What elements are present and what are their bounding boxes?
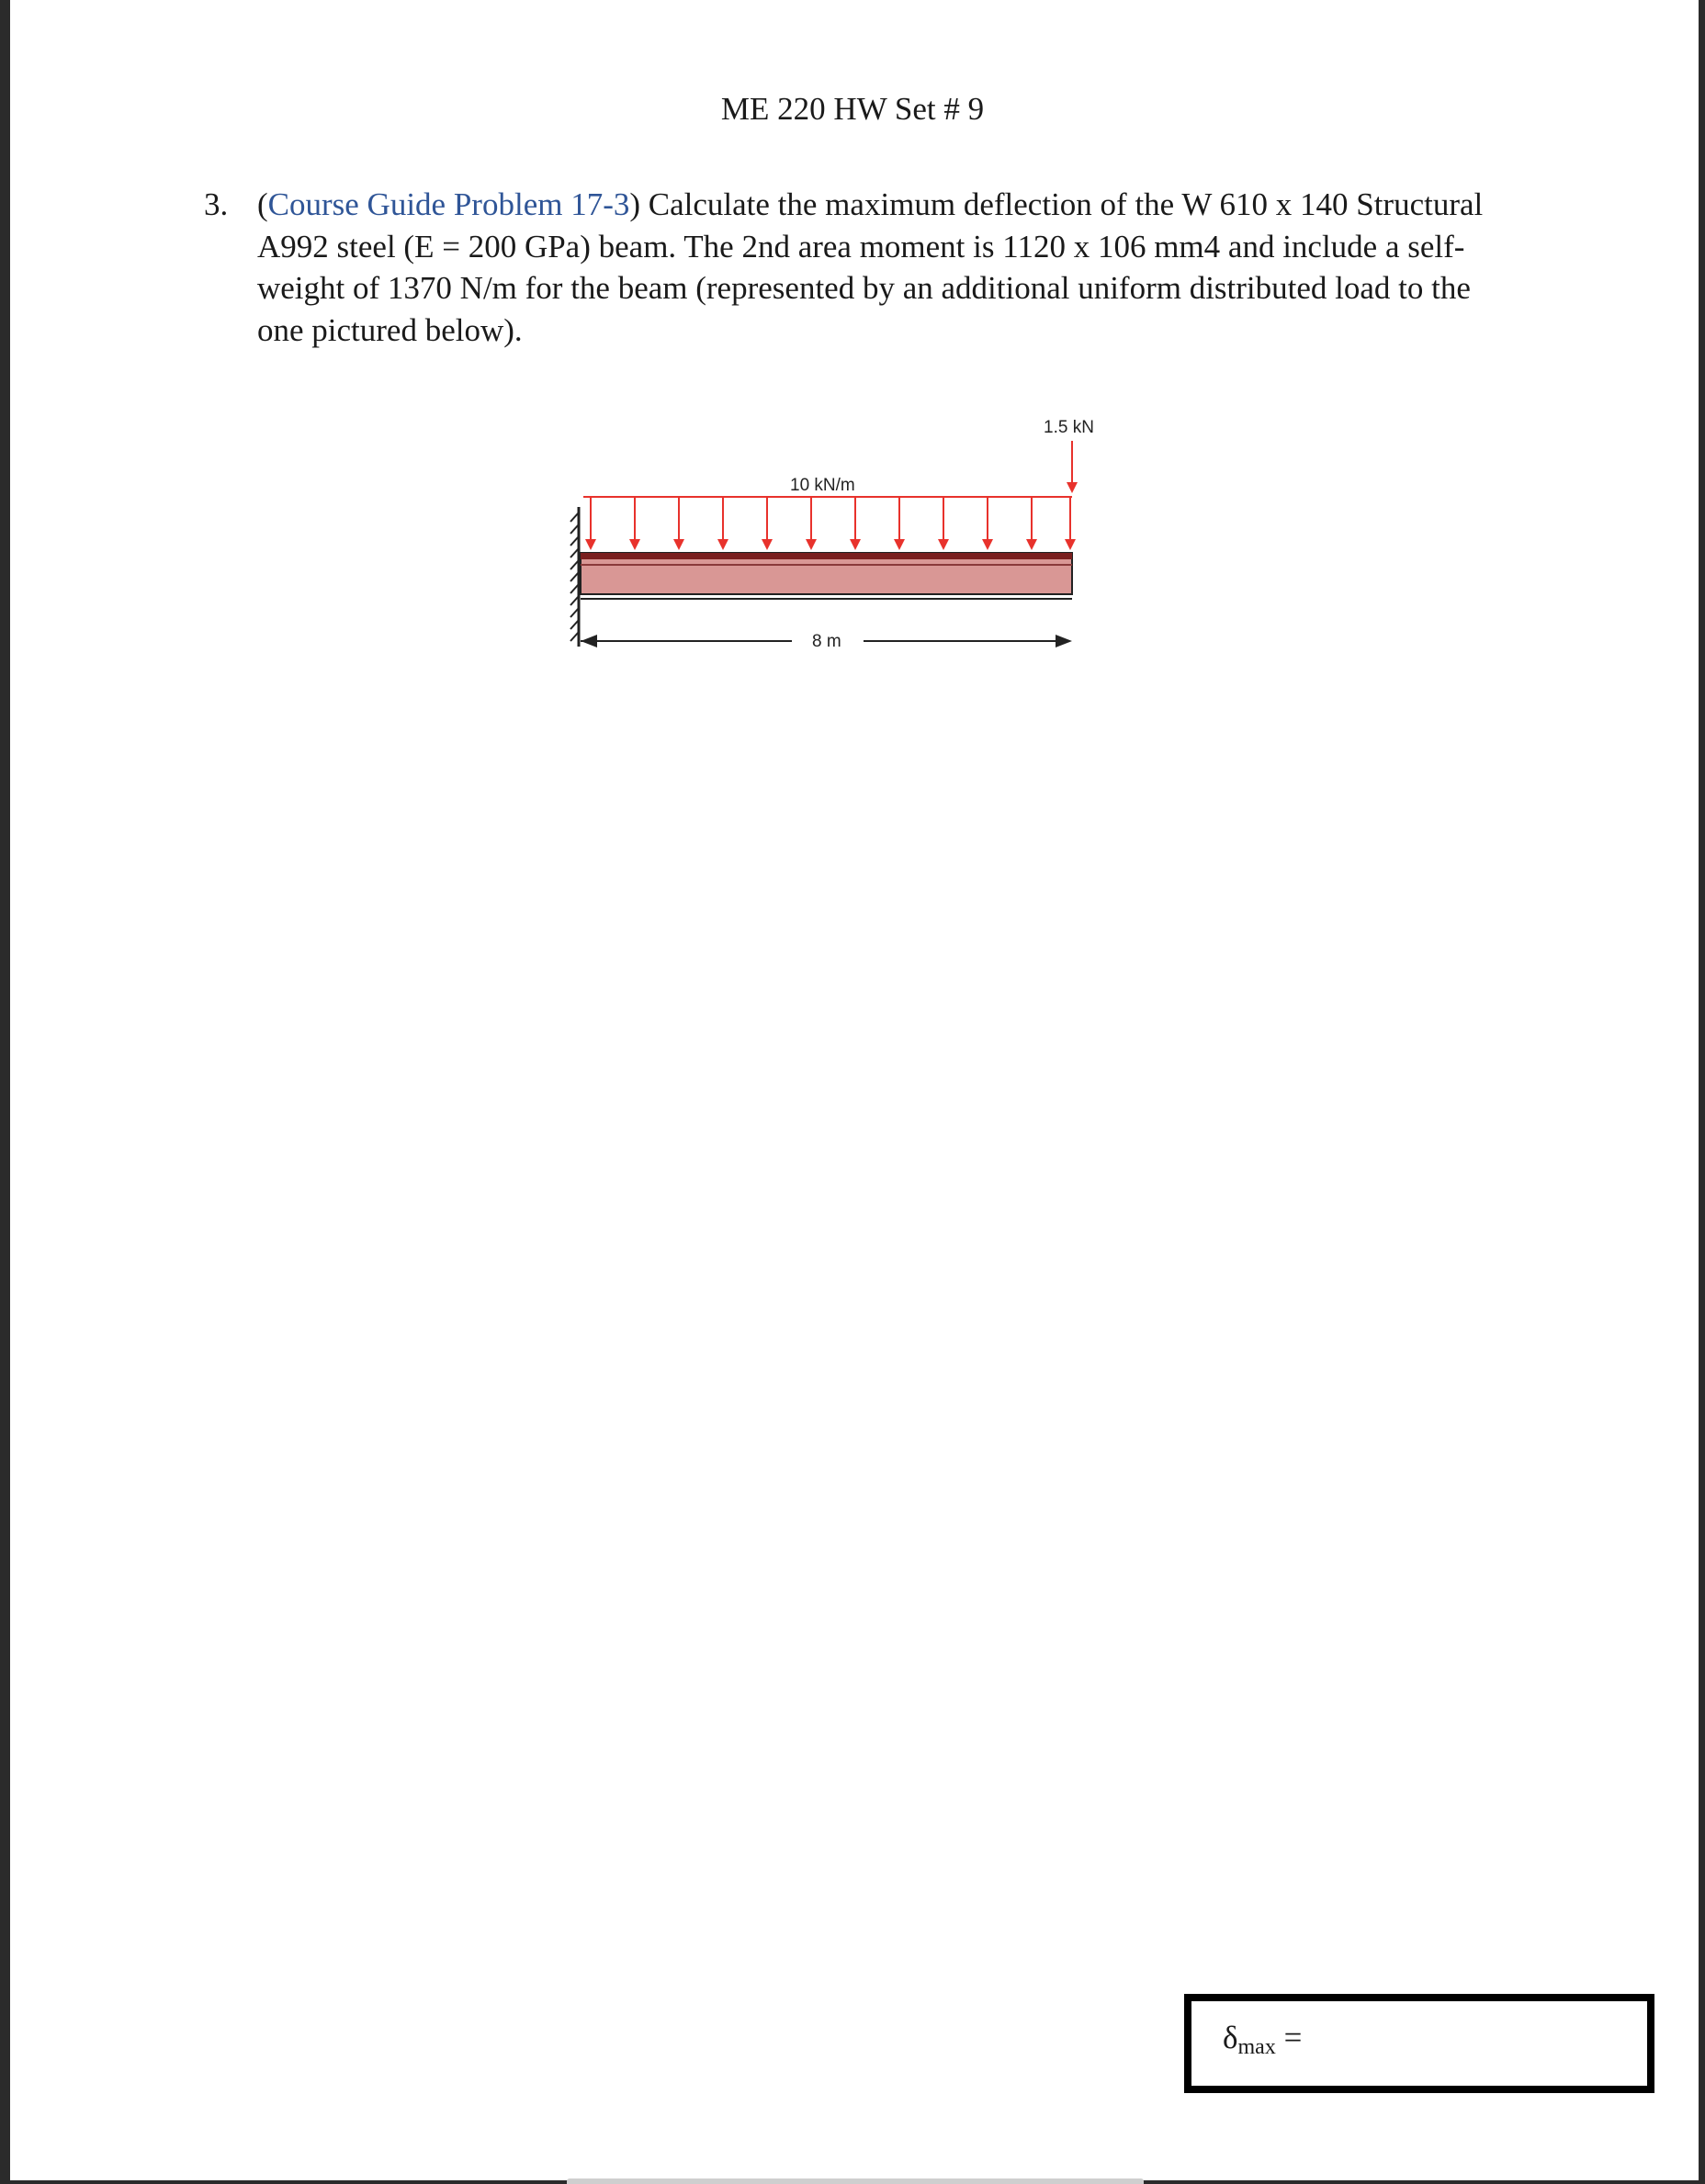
load-arrow: [850, 497, 861, 550]
horizontal-scrollbar[interactable]: [567, 2178, 1144, 2184]
load-arrow: [806, 497, 817, 550]
problem-body: ) Calculate the maximum deflection of the W 610 x 140 Structural A992 steel (E = 200 GPa) beam. The 2nd area moment is 1120 x 106 mm4 and include a self-weight of 1370 N/m for the beam (represented by an additional uniform distributed load to the one pictured below).: [257, 186, 1484, 348]
distributed-load: [583, 497, 1076, 550]
beam: [581, 553, 1072, 599]
load-arrow: [717, 497, 728, 550]
point-load-arrow: [1067, 441, 1078, 493]
beam-diagram: [560, 404, 1121, 661]
answer-box[interactable]: [1184, 1994, 1654, 2093]
point-load-label: 1.5 kN: [1044, 418, 1094, 437]
load-arrow: [585, 497, 596, 550]
problem-text: [257, 184, 1488, 351]
load-arrow: [1065, 497, 1076, 550]
course-guide-reference[interactable]: Course Guide Problem 17-3: [267, 186, 630, 222]
load-arrow: [938, 497, 949, 550]
span-label: 8 m: [812, 632, 841, 651]
load-arrow: [762, 497, 773, 550]
max-subscript: max: [1237, 2035, 1276, 2059]
load-arrow: [982, 497, 993, 550]
distributed-load-label: 10 kN/m: [790, 476, 855, 495]
window-frame-left: [0, 0, 10, 2184]
delta-symbol: δ: [1223, 2020, 1238, 2055]
load-arrow: [1026, 497, 1037, 550]
equals-sign: =: [1275, 2020, 1303, 2055]
load-arrow: [629, 497, 640, 550]
fixed-support-wall: [570, 507, 579, 647]
page-title: ME 220 HW Set # 9: [720, 91, 985, 127]
window-frame-right: [1699, 0, 1705, 2184]
load-arrow: [894, 497, 905, 550]
reference-open-paren: (: [257, 186, 268, 222]
problem-number: 3.: [204, 186, 229, 222]
delta-max-label: [1223, 2020, 1302, 2066]
load-arrow: [673, 497, 684, 550]
